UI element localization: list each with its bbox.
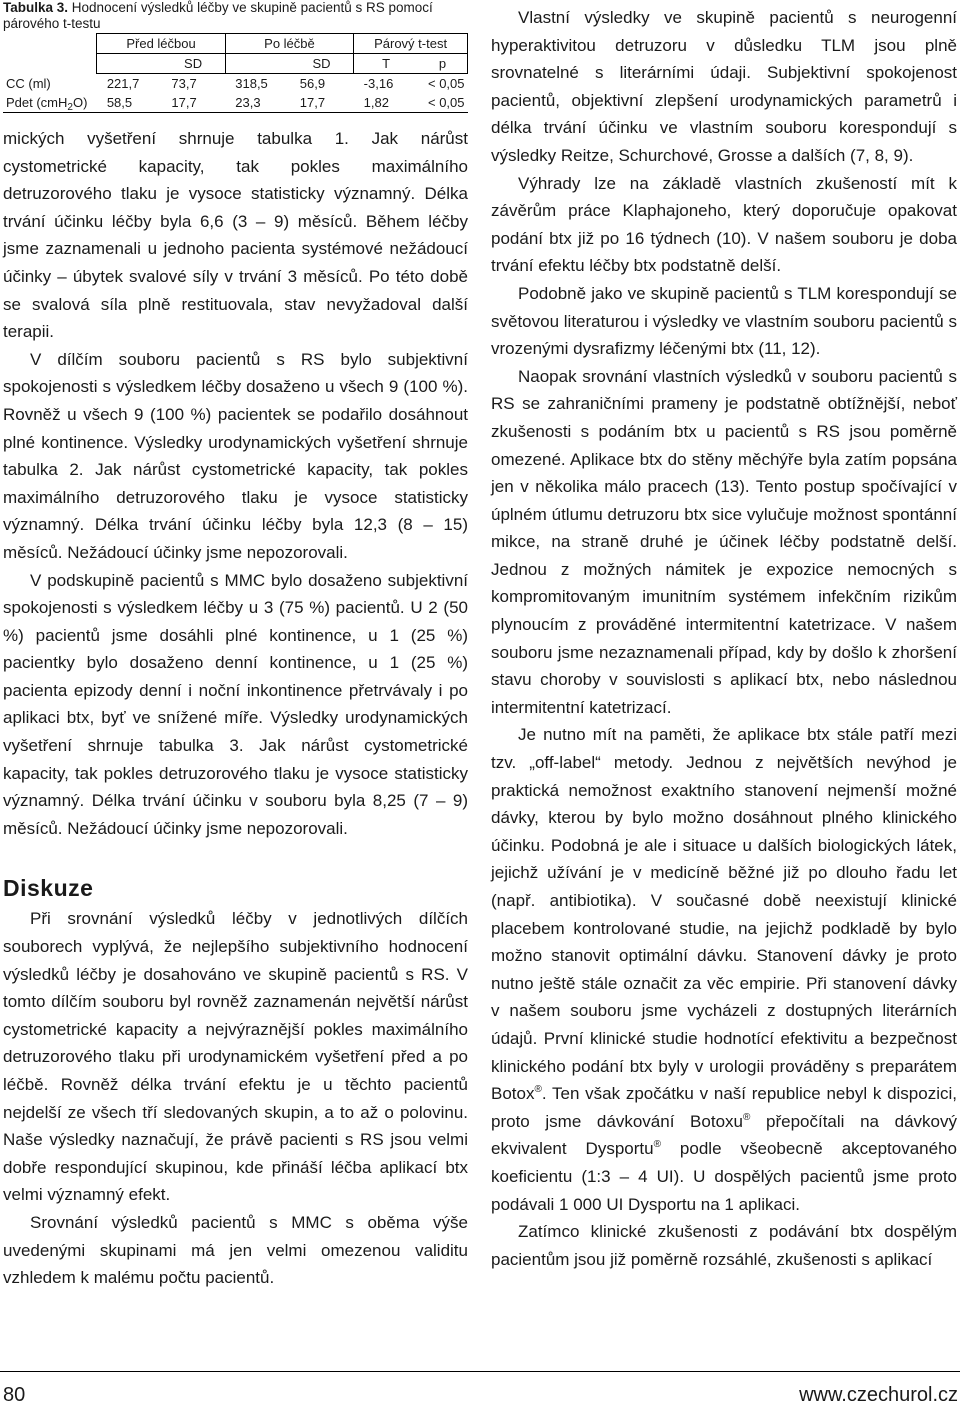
row-label: Pdet (cmH$_2$O): [3, 93, 97, 113]
paragraph: Vlastní výsledky ve skupině pacientů s neurogenní hyperaktivitou detruzoru v důsledku TLM jsou plně srovnatelné s literárními údaji. Subjektivní spokojenost pacientů, objektivní zlepšení urodynamických parametrů i délka trvání účinku ve vlastním souboru korespondují s výsledky Reitze, Schurchové, Grosse a dalších (7, 8, 9).: [491, 8, 957, 165]
paragraph: Zatímco klinické zkušenosti z podávání btx dospělým pacientům jsou již poměrně rozsáhlé, zkušenosti s aplikací: [491, 1222, 957, 1269]
results-table: [3, 33, 468, 113]
table-row: [3, 74, 468, 94]
header-group-ttest: Párový t-test: [354, 34, 468, 54]
registered-mark: ®: [653, 1139, 661, 1151]
table-caption-label: Tabulka 3.: [3, 0, 69, 15]
cell-pre-sd: 73,7: [171, 76, 197, 91]
header-group-pre: Před léčbou: [97, 34, 225, 54]
cell-p: < 0,05: [418, 93, 468, 113]
header-col-sd-post: SD: [290, 54, 354, 74]
cell-t: -3,16: [363, 76, 394, 91]
paragraph: Výhrady lze na základě vlastních zkušeností mít k závěrům práce Klaphajoneho, který doporučuje opakovat podání btx již po 16 týdnech (10). V našem souboru je doba trvání efektu léčby btx podstatně delší.: [491, 173, 957, 276]
cell-p: < 0,05: [427, 76, 465, 91]
table-row: [3, 93, 468, 113]
paragraph-fragment: přepočítali na dávkový ekvivalent Dysportu: [491, 1111, 957, 1159]
header-group-post: Po léčbě: [225, 34, 353, 54]
paragraph: mických vyšetření shrnuje tabulka 1. Jak nárůst cystometrické kapacity, tak pokles maximálního detruzorového tlaku je vysoce statisticky významný. Délka trvání účinku léčby byla 6,6 (3 – 9) měsíců. Během léčby jsme zaznamenali u jednoho pacienta systémové nežádoucí účinky – úbytek svalové síly v trvání 3 měsíců. Po této době se svalová síla plně restituovala, stav nevyžadoval další terapii.: [3, 129, 468, 342]
paragraph-fragment: podle všeobecně akceptovaného koeficientu (1:3 – 4 UI). U dospělých pacientů jsme proto podávali 1 000 UI Dysportu na 1 aplikaci.: [491, 1139, 958, 1214]
paragraph: Srovnání výsledků pacientů s MMC s oběma výše uvedenými skupinami má jen velmi omezenou validitu vzhledem k malému počtu pacientů.: [3, 1212, 468, 1288]
page-number: 80: [3, 1384, 26, 1406]
table-caption: [3, 0, 468, 32]
paragraph: [491, 721, 957, 1218]
cell-post: 23,3: [225, 93, 290, 113]
right-column: [491, 4, 957, 1273]
paragraph: V dílčím souboru pacientů s RS bylo subjektivní spokojenosti s výsledkem léčby dosaženo u všech 9 (100 %). Rovněž u všech 9 (100 %) pacientek se podařilo dosáhnout plné kontinence. Výsledky urodynamických vyšetření shrnuje tabulka 2. Jak nárůst cystometrické kapacity, tak pokles maximálního detruzorového tlaku je vysoce statisticky významný. Délka trvání účinku léčby byla 12,3 (8 – 15) měsíců. Nežádoucí účinky jsme nepozorovali.: [3, 349, 468, 562]
footer-divider: [0, 1371, 960, 1372]
cell-pre: 221,7: [106, 76, 140, 91]
cell-pre: 58,5: [97, 93, 162, 113]
paragraph: Naopak srovnání vlastních výsledků v souboru pacientů s RS se zahraničními prameny je podstatně obtížnější, neboť zkušenosti s podáním btx u pacientů s RS jsou poměrně omezené. Aplikace btx do stěny měchýře byla zatím popsána jen v několika málo pracech (13). Tento postup spočívající v úplném útlumu detruzoru btx sice vylučuje možnost spontánní mikce, na straně druhé je účinek léčby podstatně delší. Jednou z možných námitek je expozice nemocných s kompromitovaným imunitním systémem infekčním rizikům plynoucím z prováděné intermitentní katetrizace. V našem souboru jsme nezaznamenali případ, kdy by došlo k zhoršení stavu choroby v souvislosti s aplikací btx, nebo následnou intermitentní katetrizací.: [491, 366, 957, 717]
section-heading: Diskuze: [3, 875, 94, 902]
header-col-t: T: [354, 54, 418, 74]
left-column: [3, 0, 468, 1292]
footer-website: www.czechurol.cz: [799, 1384, 958, 1406]
cell-post-sd: 17,7: [290, 93, 354, 113]
registered-mark: ®: [534, 1084, 542, 1096]
registered-mark: ®: [742, 1111, 751, 1123]
paragraph: V podskupině pacientů s MMC bylo dosaženo subjektivní spokojenosti s výsledkem léčby u 3 (75 %) pacientů. U 2 (50 %) pacientů jsme dosáhli plné kontinence, u 1 (25 %) pacientky bylo dosaženo denní kontinence, u 1 (25 %) pacienta epizody denní i noční inkontinence přetrvávaly i po aplikaci btx, byť ve snížené míře. Výsledky urodynamických vyšetření shrnuje tabulka 3. Jak nárůst cystometrické kapacity, tak pokles detruzorového tlaku je vysoce statisticky významný. Délka trvání účinku v souboru byla 8,25 (7 – 9) měsíců. Nežádoucí účinky jsme nepozorovali.: [3, 570, 468, 838]
paragraph-fragment: Je nutno mít na paměti, že aplikace btx stále patří mezi tzv. „off-label“ metody. Jednou z největších nevýhod je praktická nemožnost exaktního stanovení nejmenší možné dávky, kterou by bylo možno dosáhnout plného klinického účinku. Podobná je ale i situace u dalších biologických látek, jejichž užívání je v medicíně běžné již po dlouho řadu let (např. antibiotika). V současné době neexistují klinické placebem kontrolované studie, na jejichž podkladě by bylo možno stanovit optimální dávku. Stanovení dávky je proto nutno ještě stále označit za věc empirie. Při stanovení dávky v našem souboru jsme vycházeli z dostupných literárních údajů. První klinické studie hodnotící efektivitu a bezpečnost klinického podání btx byly v urologii prováděny s preparátem Botox: [491, 725, 957, 1104]
table-caption-text: Hodnocení výsledků léčby ve skupině pacientů s RS pomocí párového t-testu: [3, 0, 433, 31]
paragraph-fragment: . Ten však zpočátku v naší republice nebyl k dispozici, proto jsme dávkování Botoxu: [491, 1084, 957, 1131]
cell-t: 1,82: [354, 93, 418, 113]
header-col-sd-pre: SD: [161, 54, 225, 74]
paragraph: Při srovnání výsledků léčby v jednotlivých dílčích souborech vyplývá, že nejlepšího subjektivního hodnocení výsledků léčby je dosahováno ve skupině pacientů s RS. V tomto dílčím souboru byl rovněž zaznamenán největší nárůst cystometrické kapacity a nejvýraznější pokles maximálního detruzorového tlaku při urodynamickém vyšetření před a po léčbě. Rovněž délka trvání efektu je u těchto pacientů nejdelší ze všech tří sledovaných skupin, a to až o polovinu. Naše výsledky naznačují, že právě pacienti s RS jsou velmi dobře respondující skupinou, kde přináší léčba aplikací btx velmi významný efekt.: [3, 909, 468, 1205]
header-col-p: p: [418, 54, 468, 74]
row-label: CC (ml): [6, 75, 51, 91]
paragraph: Podobně jako ve skupině pacientů s TLM korespondují se světovou literaturou i výsledky ve vlastním souboru pacientů s vrozenými dysrafizmy léčenými btx (11, 12).: [491, 283, 957, 359]
cell-post-sd: 56,9: [299, 76, 326, 91]
cell-post: 318,5: [235, 76, 268, 91]
cell-pre-sd: 17,7: [161, 93, 225, 113]
